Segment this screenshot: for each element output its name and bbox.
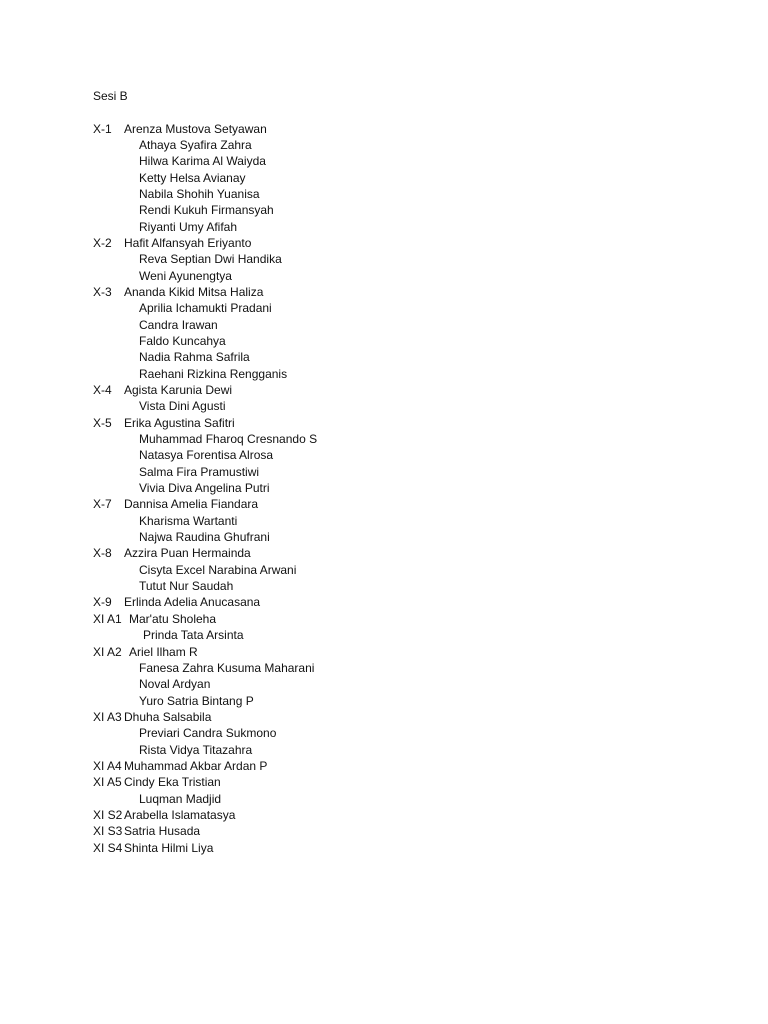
roster-row [93, 758, 693, 774]
roster-row [93, 121, 693, 137]
class-label: XI S4 [93, 840, 123, 855]
student-name: Kharisma Wartanti [139, 513, 238, 528]
student-name: Najwa Raudina Ghufrani [139, 530, 270, 545]
class-label: XI S2 [93, 807, 123, 822]
roster-row [93, 529, 693, 545]
roster-row [93, 333, 693, 349]
class-label: X-2 [93, 235, 112, 250]
roster-row [93, 823, 693, 839]
student-name: Dhuha Salsabila [124, 709, 212, 724]
roster-row [93, 693, 693, 709]
student-name: Ananda Kikid Mitsa Haliza [124, 284, 264, 299]
student-name: Previari Candra Sukmono [139, 726, 277, 741]
roster-row [93, 300, 693, 316]
student-name: Erika Agustina Safitri [124, 415, 235, 430]
student-name: Rendi Kukuh Firmansyah [139, 203, 274, 218]
roster-row [93, 594, 693, 610]
student-name: Tutut Nur Saudah [139, 579, 234, 594]
class-label: XI A5 [93, 775, 122, 790]
roster-row [93, 235, 693, 251]
class-label: X-9 [93, 595, 112, 610]
roster-row [93, 349, 693, 365]
session-title: Sesi B [93, 89, 128, 103]
student-name: Hafit Alfansyah Eriyanto [124, 235, 252, 250]
student-name: Arenza Mustova Setyawan [124, 121, 267, 136]
student-name: Cisyta Excel Narabina Arwani [139, 562, 297, 577]
student-name: Natasya Forentisa Alrosa [139, 448, 274, 463]
roster-row [93, 660, 693, 676]
roster-row [93, 317, 693, 333]
student-name: Hilwa Karima Al Waiyda [139, 154, 266, 169]
student-name: Noval Ardyan [139, 677, 211, 692]
roster-row [93, 398, 693, 414]
student-name: Agista Karunia Dewi [124, 383, 233, 397]
student-name: Fanesa Zahra Kusuma Maharani [139, 660, 315, 675]
roster-row [93, 840, 693, 856]
roster-row [93, 611, 693, 627]
student-name: Ariel Ilham R [129, 644, 198, 659]
student-name: Rista Vidya Titazahra [139, 742, 253, 757]
roster-row [93, 480, 693, 496]
student-name: Shinta Hilmi Liya [124, 840, 214, 855]
student-name: Erlinda Adelia Anucasana [124, 595, 261, 610]
roster-row [93, 137, 693, 153]
roster-row [93, 791, 693, 807]
class-label: X-8 [93, 546, 112, 561]
class-label: XI A1 [93, 611, 122, 626]
roster-row [93, 774, 693, 790]
roster-row [93, 513, 693, 529]
roster-row [93, 627, 693, 643]
roster-row [93, 676, 693, 692]
roster-row [93, 268, 693, 284]
roster-row [93, 807, 693, 823]
student-name: Arabella Islamatasya [124, 807, 236, 822]
roster-row [93, 464, 693, 480]
roster-row [93, 742, 693, 758]
class-label: XI A2 [93, 644, 122, 659]
student-name: Nabila Shohih Yuanisa [139, 186, 260, 201]
roster-row [93, 186, 693, 202]
student-name: Muhammad Fharoq Cresnando S [139, 432, 318, 447]
roster-row [93, 284, 693, 300]
student-name: Reva Septian Dwi Handika [139, 252, 282, 267]
class-label: X-1 [93, 121, 112, 136]
student-name: Cindy Eka Tristian [124, 775, 221, 790]
roster-row [93, 153, 693, 169]
class-label: XI A3 [93, 709, 122, 724]
student-name: Prinda Tata Arsinta [143, 628, 244, 643]
roster-row [93, 496, 693, 512]
roster-row [93, 431, 693, 447]
student-name: Azzira Puan Hermainda [124, 546, 251, 561]
roster-row [93, 382, 693, 398]
roster-row [93, 170, 693, 186]
class-label: X-4 [93, 383, 112, 397]
roster-row [93, 644, 693, 660]
student-name: Nadia Rahma Safrila [139, 350, 250, 365]
student-name: Ketty Helsa Avianay [139, 170, 246, 185]
class-label: X-5 [93, 415, 112, 430]
student-roster [93, 121, 693, 856]
student-name: Athaya Syafira Zahra [139, 137, 252, 152]
student-name: Salma Fira Pramustiwi [139, 464, 260, 479]
student-name: Vivia Diva Angelina Putri [139, 481, 270, 496]
student-name: Luqman Madjid [139, 791, 222, 806]
student-name: Aprilia Ichamukti Pradani [139, 301, 272, 316]
roster-row [93, 202, 693, 218]
roster-row [93, 251, 693, 267]
student-name: Raehani Rizkina Rengganis [139, 366, 288, 381]
student-name: Riyanti Umy Afifah [139, 219, 238, 234]
roster-row [93, 219, 693, 235]
roster-row [93, 562, 693, 578]
student-name: Candra Irawan [139, 317, 218, 332]
roster-row [93, 415, 693, 431]
student-name: Satria Husada [124, 824, 201, 839]
roster-row [93, 545, 693, 561]
student-name: Weni Ayunengtya [139, 268, 232, 283]
student-name: Yuro Satria Bintang P [139, 693, 254, 708]
student-name: Vista Dini Agusti [139, 399, 226, 414]
roster-row [93, 447, 693, 463]
roster-row [93, 578, 693, 594]
student-name: Muhammad Akbar Ardan P [124, 758, 268, 773]
roster-row [93, 725, 693, 741]
roster-row [93, 709, 693, 725]
student-name: Dannisa Amelia Fiandara [124, 497, 259, 512]
class-label: X-7 [93, 497, 112, 512]
class-label: XI S3 [93, 824, 123, 839]
class-label: XI A4 [93, 758, 122, 773]
roster-row [93, 366, 693, 382]
student-name: Faldo Kuncahya [139, 333, 226, 348]
student-name: Mar'atu Sholeha [129, 611, 217, 626]
class-label: X-3 [93, 284, 112, 299]
